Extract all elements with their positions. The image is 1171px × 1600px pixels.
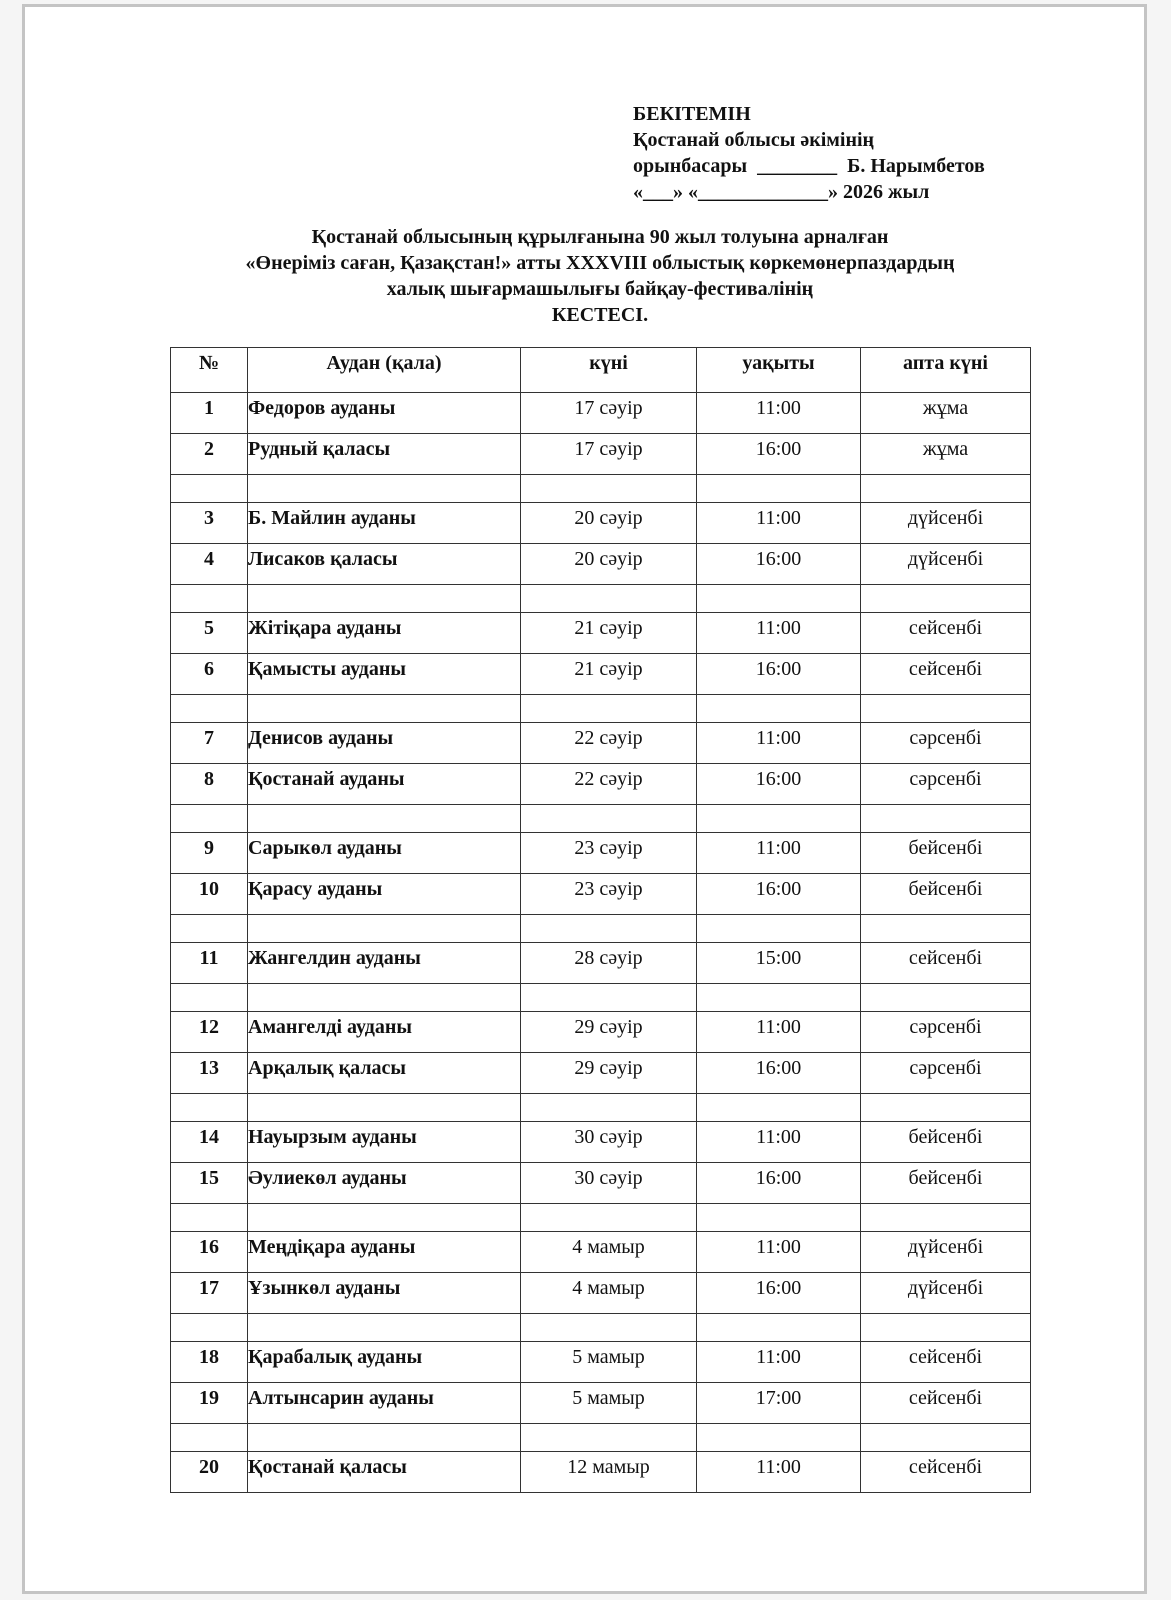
spacer-row [171,1314,1031,1342]
row-district: Лисаков қаласы [248,544,521,585]
row-number: 15 [171,1163,248,1204]
row-number: 5 [171,613,248,654]
row-weekday: дүйсенбі [861,503,1031,544]
row-district: Жангелдин ауданы [248,943,521,984]
row-weekday: сейсенбі [861,1383,1031,1424]
row-number: 2 [171,434,248,475]
row-number: 20 [171,1452,248,1493]
row-time: 11:00 [697,1452,861,1493]
header-number: № [171,348,248,393]
document-title [170,224,1030,328]
row-date: 5 мамыр [521,1383,697,1424]
empty-cell [697,475,861,503]
title-line-3: халық шығармашылығы байқау-фестивалінің [386,278,814,300]
empty-cell [697,984,861,1012]
empty-cell [697,695,861,723]
row-number: 9 [171,833,248,874]
row-date: 30 сәуір [521,1163,697,1204]
approval-date: «___» «_____________» 2026 жыл [633,181,930,203]
row-number: 4 [171,544,248,585]
empty-cell [697,1204,861,1232]
empty-cell [861,1424,1031,1452]
spacer-row [171,585,1031,613]
spacer-row [171,984,1031,1012]
empty-cell [171,475,248,503]
row-weekday: дүйсенбі [861,1273,1031,1314]
empty-cell [697,1314,861,1342]
empty-cell [521,984,697,1012]
row-time: 11:00 [697,723,861,764]
row-number: 8 [171,764,248,805]
row-date: 21 сәуір [521,613,697,654]
row-district: Арқалық қаласы [248,1053,521,1094]
row-number: 10 [171,874,248,915]
row-district: Науырзым ауданы [248,1122,521,1163]
empty-cell [171,1204,248,1232]
table-row [171,1163,1031,1204]
row-date: 22 сәуір [521,764,697,805]
row-date: 23 сәуір [521,833,697,874]
table-row [171,1383,1031,1424]
empty-cell [248,984,521,1012]
approval-position: Қостанай облысы әкімінің [633,129,875,151]
row-number: 16 [171,1232,248,1273]
row-weekday: бейсенбі [861,1163,1031,1204]
empty-cell [521,1424,697,1452]
row-date: 30 сәуір [521,1122,697,1163]
empty-cell [248,1424,521,1452]
empty-cell [861,805,1031,833]
row-district: Меңдіқара ауданы [248,1232,521,1273]
empty-cell [521,1204,697,1232]
row-number: 12 [171,1012,248,1053]
row-number: 3 [171,503,248,544]
empty-cell [861,585,1031,613]
table-row [171,764,1031,805]
row-district: Алтынсарин ауданы [248,1383,521,1424]
table-row [171,1342,1031,1383]
row-time: 16:00 [697,434,861,475]
row-weekday: сейсенбі [861,613,1031,654]
row-number: 17 [171,1273,248,1314]
empty-cell [861,475,1031,503]
table-row [171,1012,1031,1053]
empty-cell [171,805,248,833]
row-weekday: сәрсенбі [861,723,1031,764]
header-district: Аудан (қала) [248,348,521,393]
row-district: Б. Майлин ауданы [248,503,521,544]
row-date: 17 сәуір [521,393,697,434]
row-district: Қамысты ауданы [248,654,521,695]
row-weekday: сәрсенбі [861,764,1031,805]
empty-cell [171,695,248,723]
row-district: Қостанай қаласы [248,1452,521,1493]
row-time: 11:00 [697,1232,861,1273]
row-district: Қарасу ауданы [248,874,521,915]
table-row [171,1122,1031,1163]
empty-cell [248,1314,521,1342]
spacer-row [171,915,1031,943]
empty-cell [521,1094,697,1122]
row-time: 15:00 [697,943,861,984]
table-row [171,654,1031,695]
table-row [171,1273,1031,1314]
title-line-4: КЕСТЕСІ. [551,304,649,326]
empty-cell [861,915,1031,943]
table-row [171,544,1031,585]
row-time: 11:00 [697,613,861,654]
row-district: Жітіқара ауданы [248,613,521,654]
approval-signatory: орынбасары ________ Б. Нарымбетов [633,155,985,177]
title-line-2: «Өнеріміз саған, Қазақстан!» атты XXXVIII облыстық көркемөнерпаздардың [245,252,955,274]
empty-cell [248,915,521,943]
row-weekday: сейсенбі [861,1342,1031,1383]
empty-cell [697,585,861,613]
row-district: Сарыкөл ауданы [248,833,521,874]
empty-cell [248,1204,521,1232]
row-weekday: дүйсенбі [861,1232,1031,1273]
row-time: 11:00 [697,1342,861,1383]
empty-cell [697,1094,861,1122]
table-row [171,874,1031,915]
row-time: 16:00 [697,654,861,695]
row-date: 17 сәуір [521,434,697,475]
row-time: 16:00 [697,544,861,585]
table-row [171,434,1031,475]
row-number: 11 [171,943,248,984]
row-weekday: сәрсенбі [861,1053,1031,1094]
row-time: 16:00 [697,1163,861,1204]
empty-cell [521,585,697,613]
empty-cell [861,1314,1031,1342]
row-date: 29 сәуір [521,1012,697,1053]
title-line-1: Қостанай облысының құрылғанына 90 жыл толуына арналған [311,226,889,248]
table-header-row [171,348,1031,393]
row-number: 6 [171,654,248,695]
row-time: 11:00 [697,1012,861,1053]
empty-cell [171,585,248,613]
spacer-row [171,695,1031,723]
empty-cell [171,1094,248,1122]
row-time: 16:00 [697,1053,861,1094]
spacer-row [171,805,1031,833]
row-date: 28 сәуір [521,943,697,984]
row-district: Федоров ауданы [248,393,521,434]
empty-cell [521,695,697,723]
row-number: 13 [171,1053,248,1094]
row-date: 29 сәуір [521,1053,697,1094]
schedule-table [170,347,1031,1493]
row-date: 21 сәуір [521,654,697,695]
table-row [171,613,1031,654]
row-district: Қостанай ауданы [248,764,521,805]
empty-cell [171,984,248,1012]
empty-cell [248,695,521,723]
row-time: 17:00 [697,1383,861,1424]
header-weekday: апта күні [861,348,1031,393]
row-district: Қарабалық ауданы [248,1342,521,1383]
row-date: 20 сәуір [521,544,697,585]
row-time: 11:00 [697,503,861,544]
row-district: Әулиекөл ауданы [248,1163,521,1204]
row-weekday: жұма [861,393,1031,434]
row-date: 5 мамыр [521,1342,697,1383]
row-time: 16:00 [697,1273,861,1314]
empty-cell [171,1424,248,1452]
row-weekday: бейсенбі [861,874,1031,915]
header-time: уақыты [697,348,861,393]
row-weekday: сәрсенбі [861,1012,1031,1053]
empty-cell [521,1314,697,1342]
row-time: 11:00 [697,833,861,874]
table-row [171,1232,1031,1273]
header-date: күні [521,348,697,393]
row-date: 4 мамыр [521,1273,697,1314]
row-date: 4 мамыр [521,1232,697,1273]
empty-cell [861,1094,1031,1122]
spacer-row [171,475,1031,503]
row-weekday: сейсенбі [861,654,1031,695]
row-weekday: сейсенбі [861,943,1031,984]
row-date: 22 сәуір [521,723,697,764]
empty-cell [248,585,521,613]
table-row [171,1053,1031,1094]
row-number: 14 [171,1122,248,1163]
row-number: 18 [171,1342,248,1383]
row-district: Амангелді ауданы [248,1012,521,1053]
empty-cell [521,915,697,943]
row-weekday: дүйсенбі [861,544,1031,585]
table-row [171,503,1031,544]
row-weekday: сейсенбі [861,1452,1031,1493]
row-number: 1 [171,393,248,434]
row-district: Рудный қаласы [248,434,521,475]
empty-cell [248,805,521,833]
spacer-row [171,1094,1031,1122]
table-row [171,1452,1031,1493]
row-weekday: бейсенбі [861,833,1031,874]
row-district: Ұзынкөл ауданы [248,1273,521,1314]
empty-cell [521,475,697,503]
row-time: 11:00 [697,393,861,434]
empty-cell [697,805,861,833]
empty-cell [171,915,248,943]
row-weekday: бейсенбі [861,1122,1031,1163]
spacer-row [171,1204,1031,1232]
table-row [171,393,1031,434]
empty-cell [521,805,697,833]
empty-cell [697,915,861,943]
table-row [171,723,1031,764]
table-body [171,393,1031,1493]
row-date: 23 сәуір [521,874,697,915]
empty-cell [248,1094,521,1122]
empty-cell [171,1314,248,1342]
row-date: 20 сәуір [521,503,697,544]
spacer-row [171,1424,1031,1452]
empty-cell [248,475,521,503]
row-number: 19 [171,1383,248,1424]
row-number: 7 [171,723,248,764]
row-date: 12 мамыр [521,1452,697,1493]
row-time: 16:00 [697,764,861,805]
empty-cell [861,984,1031,1012]
row-time: 16:00 [697,874,861,915]
approval-block [633,101,985,205]
empty-cell [861,695,1031,723]
table-row [171,833,1031,874]
row-time: 11:00 [697,1122,861,1163]
empty-cell [861,1204,1031,1232]
table-row [171,943,1031,984]
row-weekday: жұма [861,434,1031,475]
approval-heading: БЕКІТЕМІН [633,103,751,125]
row-district: Денисов ауданы [248,723,521,764]
empty-cell [697,1424,861,1452]
